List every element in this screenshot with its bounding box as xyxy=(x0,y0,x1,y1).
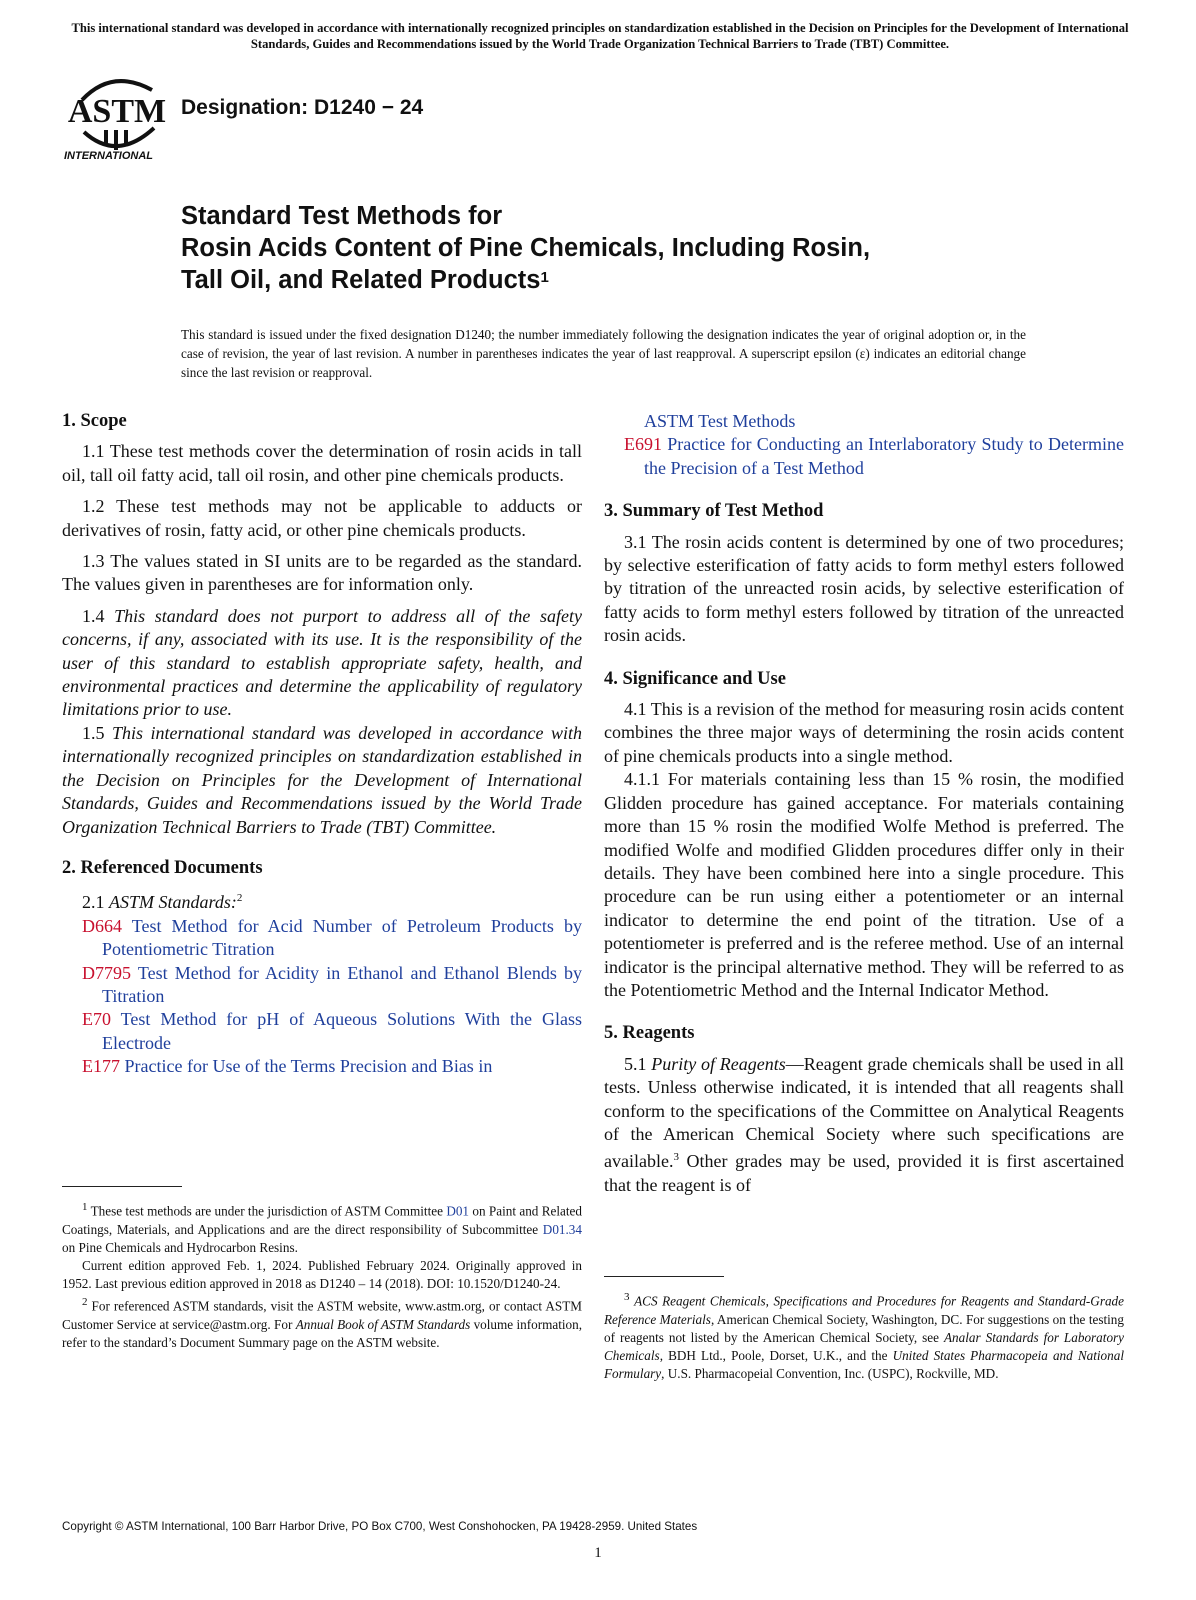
footnote-3-mark: 3 xyxy=(673,1151,679,1164)
footnote-2-text-a: For referenced ASTM standards, visit the ASTM website, www.astm.org, or contact ASTM Customer Service at service@astm.org. For xyxy=(62,1298,583,1332)
para-1-5 xyxy=(62,722,582,839)
footnote-1-mark: 1 xyxy=(82,1201,88,1213)
footnote-3-italic-2: Analar Standards for Laboratory Chemicals xyxy=(604,1329,1125,1363)
ref-code[interactable]: E70 xyxy=(82,1009,111,1030)
logo-international: INTERNATIONAL xyxy=(64,150,154,162)
title-line-1: Standard Test Methods for xyxy=(181,202,503,230)
copyright-line: Copyright © ASTM International, 100 Barr Harbor Drive, PO Box C700, West Conshohocken, PA 19428-2959. United States xyxy=(62,1520,698,1533)
footnote-2 xyxy=(62,1293,582,1352)
section-4-heading: 4. Significance and Use xyxy=(604,668,786,689)
ref-e691[interactable] xyxy=(604,433,1124,480)
para-1-1: 1.1 These test methods cover the determination of rosin acids in tall oil, tall oil fatty acid, tall oil rosin, and other pine chemicals products. xyxy=(62,441,582,485)
ref-e177-continued[interactable]: ASTM Test Methods xyxy=(644,411,796,431)
para-2-1-number: 2.1 xyxy=(82,892,105,913)
right-footnotes xyxy=(604,1288,1124,1383)
ref-title[interactable]: Test Method for pH of Aqueous Solutions With the Glass Electrode xyxy=(102,1009,582,1053)
footnote-2-note-mark: 2 xyxy=(82,1296,88,1309)
para-5-1 xyxy=(604,1053,1124,1197)
para-5-1-text-a: —Reagent grade chemicals shall be used in all tests. Unless otherwise indicated, it is intended that all reagents shall conform to the specifications of the Committee on Analytical Reagents of the American Chemical Society where such specifications are available. xyxy=(604,1053,1124,1172)
footnote-1-text-b: on Paint and Related Coatings, Materials, and Applications and are the direct responsibility of Subcommittee xyxy=(62,1203,583,1237)
para-1-4-number: 1.4 xyxy=(82,605,105,626)
footnote-3-italic-3: United States Pharmacopeia and National Formulary xyxy=(604,1348,1125,1382)
footnote-divider-left xyxy=(62,1186,182,1187)
ref-code[interactable]: D664 xyxy=(82,915,122,936)
title-line-3 xyxy=(181,264,1081,296)
subcommittee-d01-34-link[interactable]: D01.34 xyxy=(542,1221,582,1237)
para-5-1-text-b: Other grades may be used, provided it is first ascertained that the reagent is of xyxy=(604,1151,1125,1195)
footnote-3-text-a: , American Chemical Society, Washington, DC. For suggestions on the testing of reagents not listed by the American Chemical Society, see xyxy=(604,1311,1124,1345)
footnote-3 xyxy=(604,1288,1124,1383)
ref-code[interactable]: E691 xyxy=(624,434,662,455)
ref-code[interactable]: E177 xyxy=(82,1056,120,1077)
para-3-1: 3.1 The rosin acids content is determined by one of two procedures; by selective esterification of fatty acids to form methyl esters followed by titration of the unreacted rosin acids, by selective esterification of fatty acids to form methyl esters followed by titration of the unreacted rosin acids. xyxy=(604,531,1124,646)
wto-banner: This international standard was developed in accordance with internationally recognized principles on standardization established in the Decision on Principles for the Development of International Standards, Guides and Recommendations issued by the World Trade Organization Technical Barriers to Trade (TBT) Committee. xyxy=(71,21,1129,51)
footnote-3-text-c: , U.S. Pharmacopeial Convention, Inc. (USPC), Rockville, MD. xyxy=(661,1366,999,1382)
committee-d01-link[interactable]: D01 xyxy=(446,1203,470,1219)
issue-notice: This standard is issued under the fixed designation D1240; the number immediately following the designation indicates the year of original adoption or, in the case of revision, the year of last revision. A number in parentheses indicates the year of last reapproval. A superscript epsilon (ε) indicates an editorial change since the last revision or reapproval. xyxy=(181,327,1026,380)
para-2-1-text: ASTM Standards: xyxy=(109,892,237,913)
footnote-1-text-c: on Pine Chemicals and Hydrocarbon Resins. xyxy=(62,1239,298,1255)
footnote-3-italic-1: ACS Reagent Chemicals, Specifications and Procedures for Reagents and Standard-Grade Reference Materials xyxy=(604,1293,1125,1327)
footnote-2-mark: 2 xyxy=(236,892,243,905)
ref-code[interactable]: D7795 xyxy=(82,962,131,983)
footnote-3-text-b: , BDH Ltd., Poole, Dorset, U.K., and the xyxy=(659,1348,888,1363)
ref-e70[interactable] xyxy=(62,1008,582,1055)
footnote-2-text-b: volume information, refer to the standard’s Document Summary page on the ASTM website. xyxy=(62,1317,583,1351)
para-1-5-text: This international standard was developed in accordance with internationally recognized principles on standardization established in the Decision on Principles for the Development of International Standards, Guides and Recommendations issued by the World Trade Organization Technical Barriers to Trade (TBT) Committee. xyxy=(62,722,582,837)
title-line-2: Rosin Acids Content of Pine Chemicals, Including Rosin, xyxy=(181,234,871,262)
ref-e177[interactable] xyxy=(62,1055,582,1078)
ref-d664[interactable] xyxy=(62,915,582,962)
right-column xyxy=(604,410,1124,1197)
title-line-3-text: Tall Oil, and Related Products xyxy=(181,266,541,294)
page-number: 1 xyxy=(594,1545,602,1561)
document-title xyxy=(181,200,1081,296)
para-4-1: 4.1 This is a revision of the method for measuring rosin acids content combines the three major ways of determining the rosin acids content of pine chemicals products into a single method. xyxy=(604,699,1124,766)
section-5-heading: 5. Reagents xyxy=(604,1023,695,1044)
ref-title[interactable]: Test Method for Acid Number of Petroleum Products by Potentiometric Titration xyxy=(102,915,582,960)
footnote-1-edition: Current edition approved Feb. 1, 2024. Published February 2024. Originally approved in 1952. Last previous edition approved in 2018 as D1240 – 14 (2018). DOI: 10.1520/D1240-24. xyxy=(62,1258,582,1292)
left-column xyxy=(62,410,582,1079)
designation: Designation: D1240 − 24 xyxy=(181,96,424,119)
para-1-5-number: 1.5 xyxy=(82,722,105,743)
para-1-4-text: This standard does not purport to address all of the safety concerns, if any, associated with its use. It is the responsibility of the user of this standard to establish appropriate safety, health, and environmental practices and determine the applicability of regulatory limitations prior to use. xyxy=(62,605,582,720)
section-2-heading: 2. Referenced Documents xyxy=(62,857,263,878)
section-3-heading: 3. Summary of Test Method xyxy=(604,501,824,522)
ref-d7795[interactable] xyxy=(62,962,582,1009)
para-5-1-italic: Purity of Reagents xyxy=(651,1053,786,1074)
astm-logo xyxy=(62,70,172,165)
para-2-1 xyxy=(62,887,582,914)
footnote-2-italic: Annual Book of ASTM Standards xyxy=(295,1317,471,1332)
ref-title[interactable]: Practice for Use of the Terms Precision and Bias in xyxy=(124,1056,493,1077)
footnote-divider-right xyxy=(604,1276,724,1277)
section-1-heading: 1. Scope xyxy=(62,411,127,431)
ref-title[interactable]: Test Method for Acidity in Ethanol and Ethanol Blends by Titration xyxy=(102,962,582,1006)
footnote-1-text-a: These test methods are under the jurisdiction of ASTM Committee xyxy=(90,1203,443,1219)
footnote-1 xyxy=(62,1198,582,1257)
title-footnote-mark: 1 xyxy=(540,269,549,286)
ref-title[interactable]: Practice for Conducting an Interlaboratory Study to Determine the Precision of a Test Method xyxy=(644,434,1124,478)
left-footnotes xyxy=(62,1198,582,1352)
para-1-2: 1.2 These test methods may not be applicable to adducts or derivatives of rosin, fatty acid, or other pine chemicals products. xyxy=(62,496,582,540)
para-1-4 xyxy=(62,605,582,722)
para-4-1-1: 4.1.1 For materials containing less than 15 % rosin, the modified Glidden procedure has gained acceptance. For materials containing more than 15 % rosin the modified Wolfe Method is preferred. The modified Wolfe and modified Glidden procedures differ only in their details. They have been combined here into a single procedure. This procedure can be run using either a potentiometer or an internal indicator to determine the end point of the titration. Use of a potentiometer is preferred and is the referee method. Use of an internal indicator is the principal alternative method. They will be referred to as the Potentiometric Method and the Internal Indicator Method. xyxy=(604,769,1124,1000)
footnote-3-note-mark: 3 xyxy=(624,1291,630,1303)
para-5-1-number: 5.1 xyxy=(624,1053,647,1074)
logo-mark-text: ASTM xyxy=(67,93,167,130)
para-1-3: 1.3 The values stated in SI units are to be regarded as the standard. The values given in parentheses are for information only. xyxy=(62,551,582,595)
